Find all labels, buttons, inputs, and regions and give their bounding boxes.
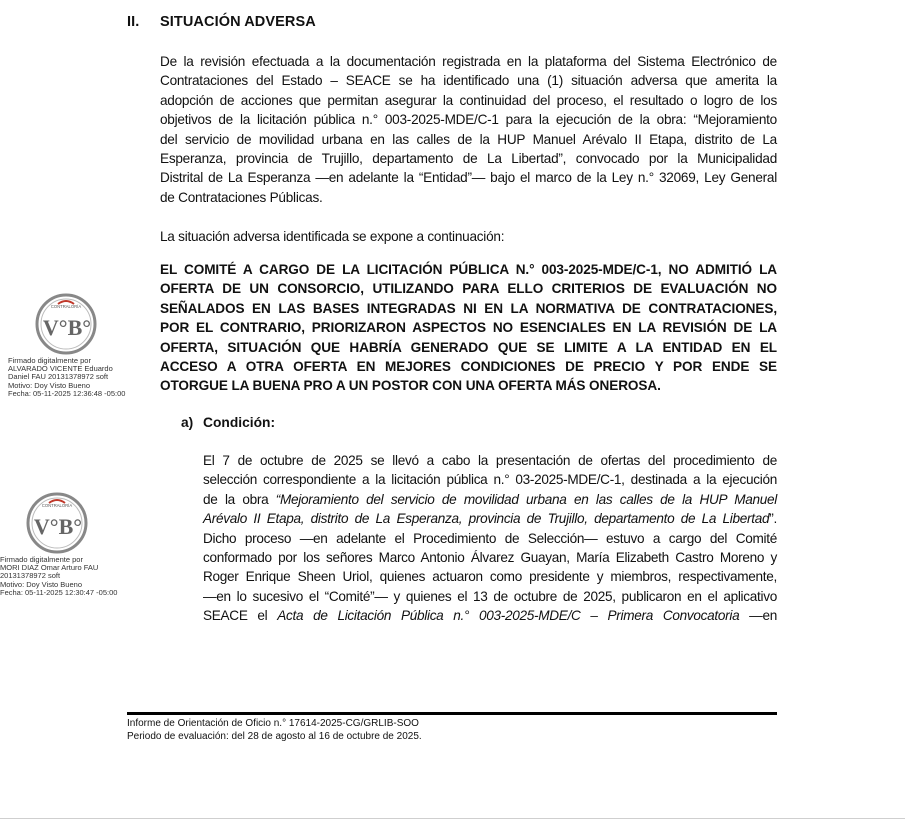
intro-paragraph [160,52,777,207]
vb-seal-icon [25,491,89,555]
adverse-line: POR EL CONTRARIO, PRIORIZARON ASPECTOS NO ESENCIALES EN LA REVISIÓN DE LA [160,320,777,336]
condition-line: selección correspondiente a la licitación pública n.° 03-2025-MDE/C-1, destinada a la ejecución [203,472,777,488]
intro-line: objetivos de la licitación pública n.° 003-2025-MDE/C-1 para la ejecución de la obra: “Mejoramiento [160,112,777,128]
intro-line: del servicio de movilidad urbana en las calles de la HUP Manuel Arévalo II Etapa, distrito de La [160,131,777,147]
signature-line: Firmado digitalmente por [8,356,91,365]
intro-line: Esperanza, provincia de Trujillo, departamento de La Libertad”, convocado por la Municipalidad [160,151,777,167]
seal-org-text: CONTRALORÍA [50,304,82,309]
project-name-italic: “Mejoramiento del servicio de movilidad urbana en las calles de la HUP Manuel [275,491,777,507]
digital-signature-stamp [0,290,150,405]
condition-letter: a) [181,415,194,430]
condition-line: —en lo sucesivo el “Comité”— y quienes el 13 de octubre de 2025, publicaron en el aplicativo [203,588,777,604]
condition-title: Condición: [203,415,276,430]
seal-vb-text: V°B° [42,315,92,340]
page-bottom-edge [0,818,905,819]
project-name-italic: Arévalo II Etapa, distrito de La Esperanza, provincia de Trujillo, departamento de La Libertad [203,511,770,527]
expose-line: La situación adversa identificada se expone a continuación: [160,229,505,244]
condition-line: Dicho proceso —en adelante el Procedimiento de Selección— estuvo a cargo del Comité [203,530,777,546]
vb-seal-icon [34,292,98,356]
condition-text: SEACE el [203,608,278,624]
signature-line: Motivo: Doy Visto Bueno [8,380,90,390]
signature-line: Fecha: 05-11-2025 12:30:47 -05:00 [0,587,118,597]
condition-line [203,490,777,509]
signature-line: Daniel FAU 20131378972 soft [8,372,109,382]
condition-text: —en [739,608,777,624]
digital-signature-stamp [0,489,150,604]
adverse-line: OFERTA DE UN CONSORCIO, UTILIZANDO PARA ELLO CRITERIOS DE EVALUACIÓN NO [160,281,777,297]
seal-org-text: CONTRALORÍA [41,503,73,508]
signature-line: MORI DIAZ Omar Arturo FAU [0,563,99,573]
condition-line [203,509,777,528]
condition-line: Roger Enrique Sheen Uriol, quienes actuaron como presidente y miembros, respectivamente, [203,569,777,585]
intro-line: de Contrataciones Públicas. [160,189,323,205]
intro-line: adopción de acciones que permitan asegurar la continuidad del proceso, el resultado o logro de los [160,92,777,108]
condition-line: conformado por los señores Marco Antonio Álvarez Guayan, María Elizabeth Castro Moreno y [203,550,777,566]
condition-line: El 7 de octubre de 2025 se llevó a cabo la presentación de ofertas del procedimiento de [203,453,777,468]
condition-heading [181,415,275,430]
condition-line [203,606,777,625]
adverse-line: OTORGUE LA BUENA PRO A UN POSTOR CON UNA OFERTA MÁS ONEROSA. [160,378,661,394]
adverse-line: OFERTA, SITUACIÓN QUE HABRÍA GENERADO QUE SE LIMITE A LA ENTIDAD EN EL [160,339,777,355]
adverse-line: ACCESO A OTRA OFERTA EN MEJORES CONDICIONES DE PRECIO Y POR ENDE SE [160,359,777,375]
condition-text: ”. [769,511,777,527]
section-heading [127,14,316,30]
seal-vb-text: V°B° [33,514,83,539]
adverse-line: EL COMITÉ A CARGO DE LA LICITACIÓN PÚBLICA N.° 003-2025-MDE/C-1, NO ADMITIÓ LA [160,262,777,277]
section-title: SITUACIÓN ADVERSA [160,14,316,30]
signature-line: Firmado digitalmente por [0,555,83,564]
condition-paragraph [203,451,777,626]
page-footer [127,717,422,743]
footer-divider [127,712,777,715]
signature-line: Fecha: 05-11-2025 12:36:48 -05:00 [8,388,126,398]
condition-text: de la obra [203,491,276,507]
signature-details [8,357,125,398]
footer-evaluation-period: Periodo de evaluación: del 28 de agosto al 16 de octubre de 2025. [127,731,422,742]
signature-details [0,556,117,597]
intro-line: Contrataciones del Estado – SEACE se ha identificado una (1) situación adversa que amerita la [160,73,777,89]
intro-line: Distrital de La Esperanza —en adelante la “Entidad”— bajo el marco de la Ley n.° 32069, Ley General [160,170,777,186]
signature-line: Motivo: Doy Visto Bueno [0,579,82,589]
signature-line: ALVARADO VICENTE Eduardo [8,364,113,374]
footer-report-id: Informe de Orientación de Oficio n.° 17614-2025-CG/GRLIB-SOO [127,718,419,729]
adverse-line: SEÑALADOS EN LAS BASES INTEGRADAS NI EN LA NORMATIVA DE CONTRATACIONES, [160,300,777,316]
intro-line: De la revisión efectuada a la documentación registrada en la plataforma del Sistema Electrónico de [160,54,777,69]
expose-paragraph [160,227,777,246]
section-number: II. [127,14,140,30]
acta-name-italic: Acta de Licitación Pública n.° 003-2025-MDE/C – Primera Convocatoria [277,608,740,624]
adverse-situation-statement [160,260,777,396]
signature-line: 20131378972 soft [0,571,61,581]
